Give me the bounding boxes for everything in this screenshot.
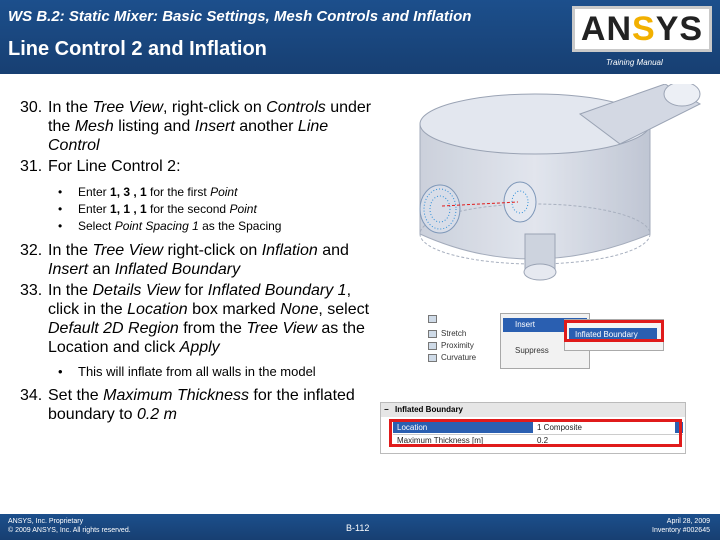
tree-node-icon (428, 342, 437, 350)
step-31: 31. For Line Control 2: (20, 158, 181, 175)
step-31-bullets (56, 184, 380, 235)
slide-title: Line Control 2 and Inflation (8, 38, 267, 60)
tree-node-icon (428, 315, 437, 323)
menu-item-inflated-boundary[interactable]: Inflated Boundary (569, 328, 657, 342)
details-row-location[interactable]: Location 1 Composite (393, 422, 683, 433)
details-row-max-thickness[interactable]: Maximum Thickness [m] 0.2 (393, 434, 683, 445)
tree-item-curvature: Curvature (428, 353, 476, 362)
slide-footer (0, 514, 720, 540)
step-33: 33. In the Details View for Inflated Boundary 1, click in the Location box marked None, select Default 2D Region from the Tree View as the Location and click Apply (20, 282, 370, 356)
date-inventory: April 28, 2009 Inventory #002645 (652, 518, 710, 534)
step-33-bullets (56, 363, 380, 380)
bullet-inflate-walls: • This will inflate from all walls in the model (58, 364, 316, 379)
max-thickness-field[interactable]: 0.2 (537, 436, 549, 445)
bullet-spacing: • Select Point Spacing 1 as the Spacing (58, 219, 282, 233)
menu-item-suppress[interactable]: Suppress (515, 346, 549, 355)
page-number: B-112 (346, 523, 370, 533)
tree-item-proximity: Proximity (428, 341, 474, 350)
training-manual-label: Training Manual (606, 58, 663, 67)
step-34: 34. Set the Maximum Thickness for the inflated boundary to 0.2 m (20, 387, 355, 423)
static-mixer-3d-view (380, 84, 710, 289)
bullet-first-point: • Enter 1, 3 , 1 for the first Point (58, 185, 238, 199)
tree-item-stretch: Stretch (428, 329, 466, 338)
highlight-box-details (389, 419, 682, 447)
collapse-icon[interactable]: − (384, 405, 389, 414)
step-32: 32. In the Tree View right-click on Inflation and Insert an Inflated Boundary (20, 242, 349, 278)
tree-item-control (428, 315, 437, 323)
highlight-box-inflated-boundary (564, 320, 664, 342)
tree-node-icon (428, 354, 437, 362)
details-header: − Inflated Boundary (381, 403, 685, 417)
step-30: 30. In the Tree View, right-click on Controls under the Mesh listing and Insert another Line Control (20, 99, 372, 154)
slide-header (0, 0, 720, 74)
bullet-second-point: • Enter 1, 1 , 1 for the second Point (58, 202, 257, 216)
instructions (20, 98, 380, 426)
location-field[interactable]: 1 Composite (533, 422, 675, 433)
menu-item-insert[interactable]: Insert (503, 318, 587, 332)
workshop-title: WS B.2: Static Mixer: Basic Settings, Mesh Controls and Inflation (8, 8, 472, 25)
ansys-logo: ANSYS (572, 6, 712, 52)
copyright: ANSYS, Inc. Proprietary © 2009 ANSYS, Inc. All rights reserved. (8, 518, 131, 534)
tree-node-icon (428, 330, 437, 338)
